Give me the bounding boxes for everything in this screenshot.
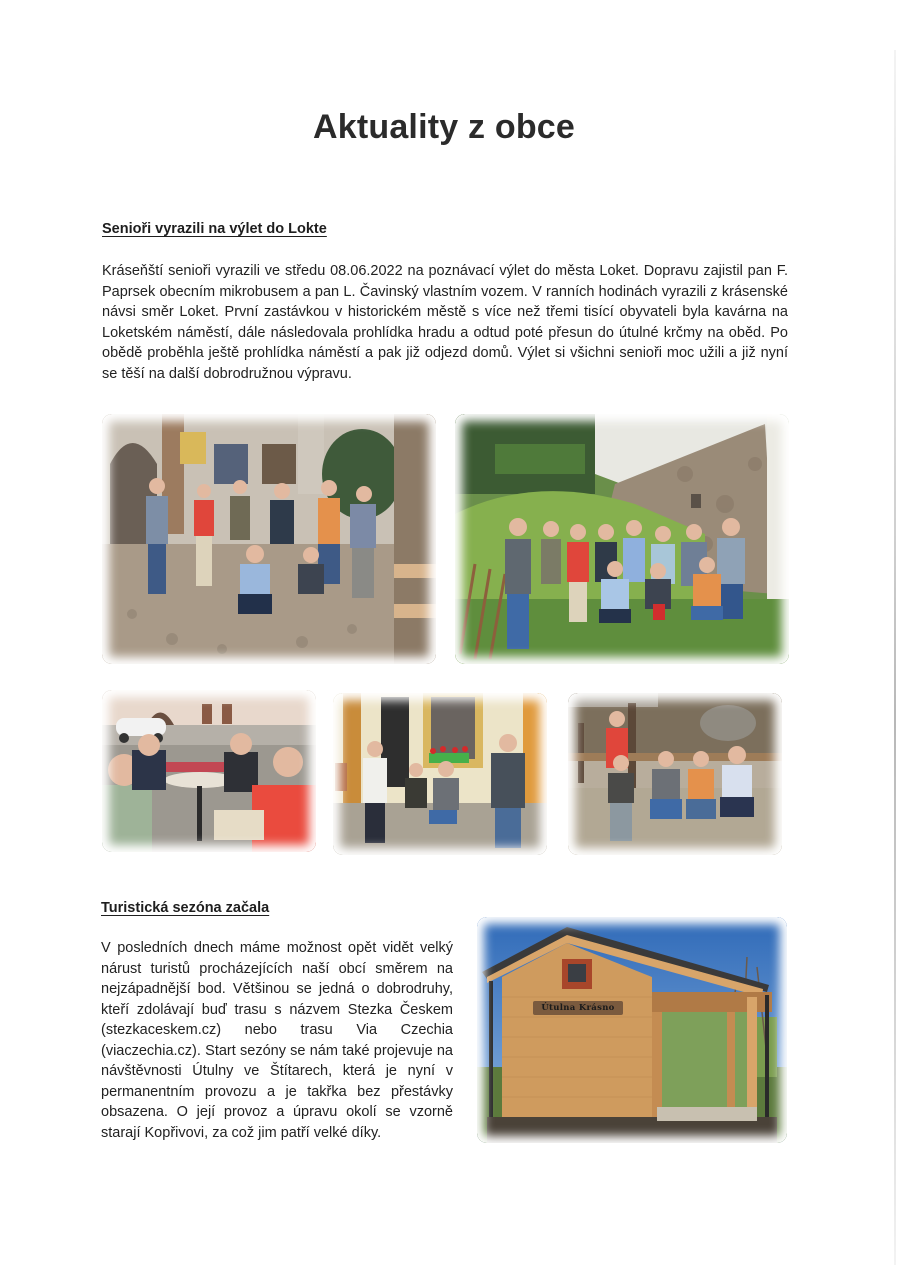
page-title: Aktuality z obce	[312, 108, 576, 146]
photo-group-on-bench	[568, 693, 782, 855]
article-heading-tourist-season: Turistická sezóna začala	[101, 900, 270, 916]
photo-cafe-on-square	[102, 690, 316, 852]
article-heading-seniors-trip: Senioři vyrazili na výlet do Lokte	[102, 221, 327, 237]
photo-wooden-shelter-hut	[477, 917, 787, 1143]
scan-edge-line	[894, 50, 896, 1265]
article-body-tourist-season: V posledních dnech máme možnost opět vidět velký nárust turistů procházejících naší obcí směrem na nejzápadnější bod. Většinou se jedná o dobrodruhy, kteří zdolávají buď trasu s názvem Stezka Českem (stezkaceskem.cz) nebo trasu Via Czechia (viaczechia.cz). Start sezóny se nám také projevuje na návštěvnosti Útulny ve Štítarech, která je nyní v permanentním provozu a je takřka bez přestávky obsazena. O její provoz a úpravu okolí se vzorně starají Kopřivovi, za což jim patří velké díky.	[101, 940, 453, 1141]
photo-group-at-castle-gate	[102, 414, 436, 664]
photo-men-at-tavern	[333, 693, 547, 855]
article-body-seniors-trip: Kráseňští senioři vyrazili ve středu 08.06.2022 na poznávací výlet do města Loket. Dopravu zajistil pan F. Paprsek obecním mikrobusem a pan L. Čavinský vlastním vozem. V ranních hodinách vyrazili z krásenské návsi směr Loket. První zastávkou v historickém městě s více než třemi tisící obyvateli byla kavárna na Loketském náměstí, dále následovala prohlídka hradu a odtud poté přesun do útulné krčmy na oběd. Po obědě proběhla ještě prohlídka náměstí a pak již odjezd domů. Výlet si všichni senioři moc užili a již nyní se těší na další dobrodružnou výpravu.	[102, 263, 788, 382]
hut-sign-text: Útulna Krásno	[533, 1001, 623, 1015]
photo-group-on-hillside	[455, 414, 789, 664]
